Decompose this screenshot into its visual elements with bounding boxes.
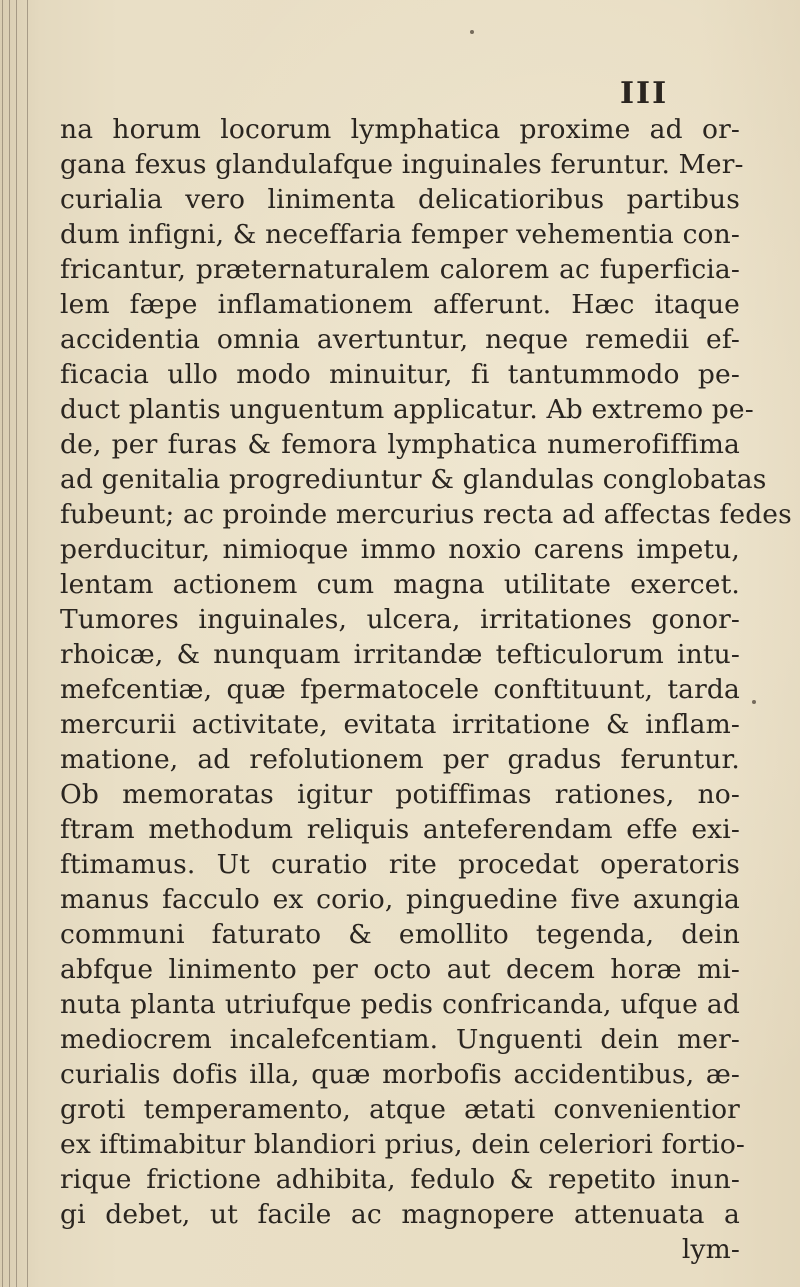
text-line: abfque linimento per octo aut decem horæ mi- — [60, 954, 740, 985]
text-line: lem fæpe inflamationem afferunt. Hæc itaque — [60, 289, 740, 320]
text-line: mediocrem incalefcentiam. Unguenti dein mer- — [60, 1024, 740, 1055]
text-line: duct plantis unguentum applicatur. Ab extremo pe- — [60, 394, 754, 425]
text-line: ficacia ullo modo minuitur, fi tantummodo pe- — [60, 359, 740, 390]
text-line: groti temperamento, atque ætati convenientior — [60, 1094, 740, 1125]
text-line: Ob memoratas igitur potiffimas rationes, no- — [60, 779, 740, 810]
text-line: de, per furas & femora lymphatica numerofiffima — [60, 429, 740, 460]
gutter-line — [9, 0, 10, 1287]
text-line: mercurii activitate, evitata irritatione & inflam- — [60, 709, 740, 740]
text-line: fubeunt; ac proinde mercurius recta ad affectas fedes — [60, 499, 792, 530]
text-line: manus facculo ex corio, pinguedine five axungia — [60, 884, 740, 915]
text-line: accidentia omnia avertuntur, neque remedii ef- — [60, 324, 740, 355]
text-line: na horum locorum lymphatica proxime ad or- — [60, 114, 740, 145]
text-line: ftimamus. Ut curatio rite procedat operatoris — [60, 849, 740, 880]
text-line: ad genitalia progrediuntur & glandulas conglobatas — [60, 464, 767, 495]
gutter-line — [2, 0, 3, 1287]
text-line: gana fexus glandulafque inguinales feruntur. Mer- — [60, 149, 744, 180]
text-line: perducitur, nimioque immo noxio carens impetu, — [60, 534, 740, 565]
text-line: rique frictione adhibita, fedulo & repetito inun- — [60, 1164, 740, 1195]
text-line: ftram methodum reliquis anteferendam effe exi- — [60, 814, 740, 845]
gutter-line — [27, 0, 28, 1287]
text-line: ex iftimabitur blandiori prius, dein celeriori fortio- — [60, 1129, 746, 1160]
catchword: lym- — [681, 1234, 740, 1265]
page-number: III — [620, 76, 669, 111]
ink-speck — [752, 700, 756, 704]
text-line: fricantur, præternaturalem calorem ac fuperficia- — [60, 254, 740, 285]
text-line: lentam actionem cum magna utilitate exercet. — [60, 569, 740, 600]
text-line: curialia vero linimenta delicatioribus partibus — [60, 184, 740, 215]
text-line: nuta planta utriufque pedis confricanda, ufque ad — [60, 989, 740, 1020]
gutter-line — [16, 0, 17, 1287]
text-line: matione, ad refolutionem per gradus feruntur. — [60, 744, 740, 775]
text-line: Tumores inguinales, ulcera, irritationes gonor- — [60, 604, 740, 635]
text-line: communi faturato & emollito tegenda, dein — [60, 919, 740, 950]
body-text — [60, 112, 792, 1267]
text-line: curialis dofis illa, quæ morbofis accidentibus, æ- — [60, 1059, 740, 1090]
text-line: dum infigni, & neceffaria femper vehementia con- — [60, 219, 740, 250]
text-line: rhoicæ, & nunquam irritandæ tefticulorum intu- — [60, 639, 740, 670]
text-line: mefcentiæ, quæ fpermatocele conftituunt, tarda — [60, 674, 740, 705]
text-line: gi debet, ut facile ac magnopere attenuata a — [60, 1199, 740, 1230]
ink-speck — [470, 30, 474, 34]
